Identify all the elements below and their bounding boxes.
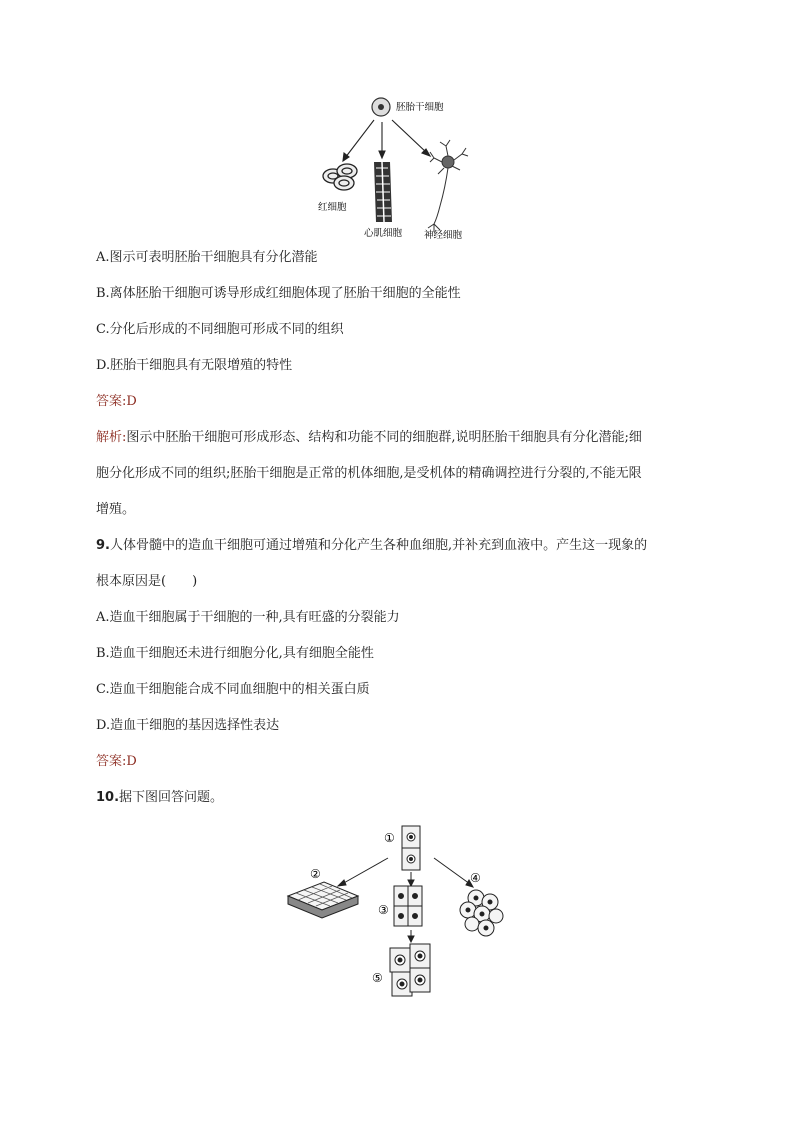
- cardiac-muscle-cell-label: 心肌细胞: [364, 228, 403, 239]
- stem-cell-differentiation-figure: [300, 90, 500, 245]
- q9-option-d: D.造血干细胞的基因选择性表达: [96, 718, 280, 733]
- cell-division-figure: [280, 822, 510, 1012]
- cell-cluster-4-icon: [460, 890, 503, 936]
- q8-analysis-text-1: 图示中胚胎干细胞可形成形态、结构和功能不同的细胞群,说明胚胎干细胞具有分化潜能;细: [126, 430, 642, 445]
- nerve-cell-label: 神经细胞: [424, 230, 463, 241]
- nerve-cell-icon: [428, 140, 468, 232]
- q9-option-c: C.造血干细胞能合成不同血细胞中的相关蛋白质: [96, 682, 370, 697]
- q8-answer: 答案:D: [96, 394, 137, 409]
- label-3: ③: [378, 903, 389, 917]
- cardiac-muscle-cell-icon: [374, 162, 392, 222]
- red-blood-cell-label: 红细胞: [318, 202, 347, 213]
- q10-number: 10.: [96, 790, 120, 805]
- embryonic-stem-cell-label: 胚胎干细胞: [396, 102, 444, 113]
- q9-stem-line-1: [96, 537, 647, 555]
- q9-stem-text-1: 人体骨髓中的造血干细胞可通过增殖和分化产生各种血细胞,并补充到血液中。产生这一现象的: [109, 538, 648, 553]
- q8-option-a: A.图示可表明胚胎干细胞具有分化潜能: [96, 250, 318, 265]
- q9-answer: 答案:D: [96, 754, 137, 769]
- differentiation-arrows: [343, 120, 430, 161]
- cell-group-1-icon: [402, 826, 420, 870]
- embryonic-stem-cell-icon: [372, 98, 390, 116]
- epithelial-tissue-icon: [288, 882, 358, 918]
- q8-option-b: B.离体胚胎干细胞可诱导形成红细胞体现了胚胎干细胞的全能性: [96, 286, 461, 301]
- q8-analysis-line-3: 增殖。: [96, 502, 136, 517]
- label-5: ⑤: [372, 971, 383, 985]
- q8-option-d: D.胚胎干细胞具有无限增殖的特性: [96, 358, 293, 373]
- cell-group-5-icon: [390, 944, 430, 996]
- q8-analysis-line-2: 胞分化形成不同的组织;胚胎干细胞是正常的机体细胞,是受机体的精确调控进行分裂的,不能无限: [96, 466, 642, 481]
- q9-number: 9.: [96, 538, 110, 553]
- label-1: ①: [384, 831, 395, 845]
- q8-analysis-label: 解析:: [96, 430, 127, 445]
- red-blood-cell-icon: [323, 164, 357, 190]
- cell-group-3-icon: [394, 886, 422, 926]
- label-2: ②: [310, 867, 321, 881]
- label-4: ④: [470, 871, 481, 885]
- q9-stem-line-2: 根本原因是( ): [96, 574, 198, 589]
- q9-option-b: B.造血干细胞还未进行细胞分化,具有细胞全能性: [96, 646, 374, 661]
- q9-option-a: A.造血干细胞属于干细胞的一种,具有旺盛的分裂能力: [96, 610, 400, 625]
- q10-stem-text: 据下图回答问题。: [119, 790, 224, 805]
- q8-analysis-line-1: [96, 429, 642, 447]
- q8-option-c: C.分化后形成的不同细胞可形成不同的组织: [96, 322, 344, 337]
- q10-stem: [96, 789, 223, 807]
